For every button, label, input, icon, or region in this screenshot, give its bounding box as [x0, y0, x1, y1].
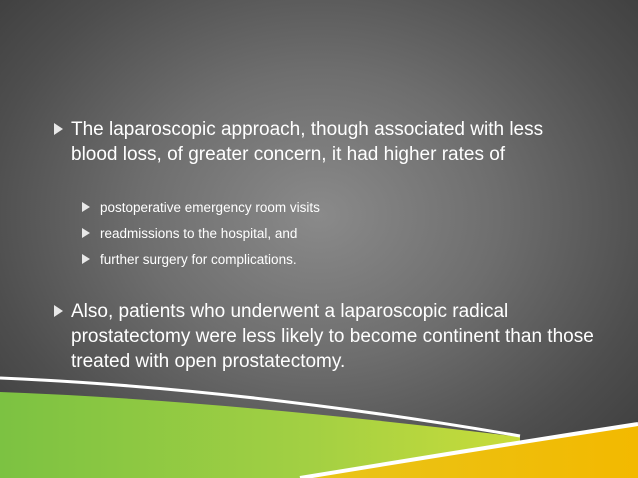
bullet-text: Also, patients who underwent a laparoscopic radical prostatectomy were less likely to become continent than those treated with open prostatectomy.: [71, 301, 594, 372]
bullet-arrow-icon: [82, 228, 90, 238]
sub-bullet-text: readmissions to the hospital, and: [100, 226, 298, 241]
bullet-item-2: [54, 299, 594, 374]
sub-bullet-item-2: [82, 225, 297, 243]
bullet-text: The laparoscopic approach, though associated with less blood loss, of greater concern, it had higher rates of: [71, 119, 544, 165]
sub-bullet-item-3: [82, 251, 297, 269]
sub-bullet-text: further surgery for complications.: [100, 252, 297, 267]
bullet-arrow-icon: [54, 305, 63, 317]
bullet-arrow-icon: [82, 254, 90, 264]
bullet-arrow-icon: [82, 202, 90, 212]
sub-bullet-text: postoperative emergency room visits: [100, 200, 320, 215]
bullet-arrow-icon: [54, 123, 63, 135]
sub-bullet-item-1: [82, 199, 320, 217]
bullet-item-1: [54, 117, 594, 167]
